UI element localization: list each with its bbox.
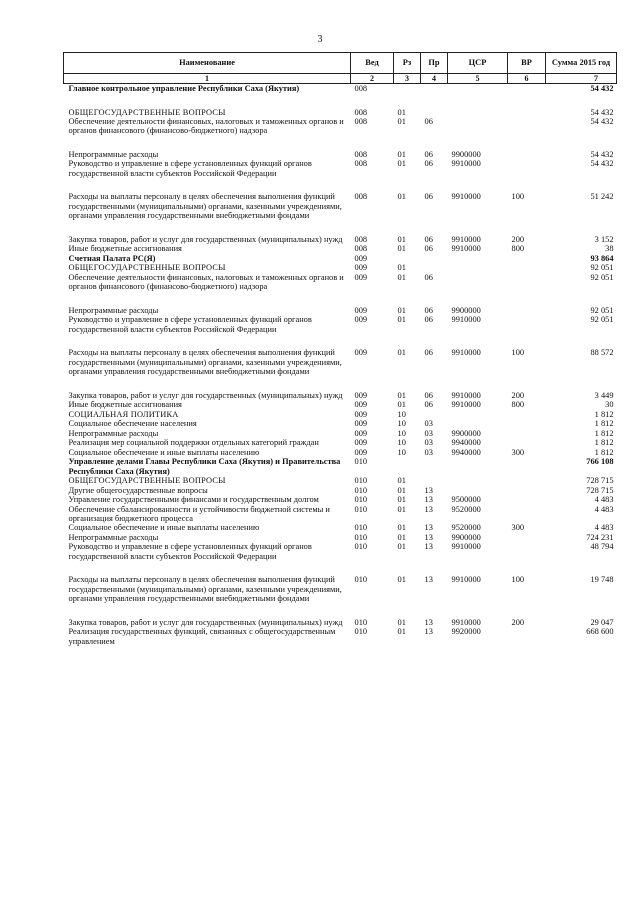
row-csr	[448, 273, 508, 292]
row-name: Другие общегосударственные вопросы	[68, 485, 208, 495]
row-name: Непрограммные расходы	[68, 428, 159, 438]
row-sum: 728 715	[586, 476, 614, 486]
row-ved: 010	[354, 575, 368, 585]
spacer-cell	[64, 377, 617, 391]
row-sum: 668 600	[586, 627, 614, 637]
row-sum: 54 432	[590, 149, 614, 159]
row-vr	[508, 108, 546, 117]
row-csr: 9940000	[451, 438, 481, 448]
table-row	[64, 429, 617, 438]
row-vr: 800	[511, 400, 525, 410]
row-pr: 13	[424, 485, 433, 495]
row-sum: 29 047	[590, 617, 614, 627]
row-vr: 300	[511, 523, 525, 533]
row-sum: 54 432	[590, 159, 614, 169]
row-rz: 01	[397, 542, 406, 552]
row-pr: 13	[424, 532, 433, 542]
column-number: 6	[508, 74, 546, 84]
table-row	[64, 486, 617, 495]
row-name: Расходы на выплаты персоналу в целях обеспечения выполнения функций государственными (муниципальными) органами, казенными учреждениями, органами управления государственными внебюджетными фондами	[68, 192, 342, 221]
row-sum: 4 483	[594, 504, 614, 514]
row-name: Управление государственными финансами и государственным долгом	[68, 495, 319, 505]
table-row	[64, 476, 617, 485]
row-ved: 010	[354, 495, 368, 505]
row-sum: 1 812	[594, 428, 614, 438]
row-rz: 01	[397, 504, 406, 514]
row-name: Обеспечение деятельности финансовых, налоговых и таможенных органов и органов финансового (финансово-бюджетного) надзора	[68, 272, 344, 292]
row-pr	[421, 108, 448, 117]
row-rz: 01	[397, 617, 406, 627]
column-header-vr: ВР	[508, 53, 546, 74]
row-sum: 92 051	[590, 263, 614, 273]
row-csr	[448, 84, 508, 94]
spacer-row	[64, 561, 617, 575]
row-pr: 06	[424, 234, 433, 244]
row-sum: 724 231	[586, 532, 614, 542]
row-pr: 06	[424, 117, 433, 126]
table-row	[64, 618, 617, 627]
page-number: 3	[317, 34, 323, 45]
row-rz	[394, 457, 421, 476]
table-body	[64, 84, 617, 647]
table-row	[64, 150, 617, 159]
row-rz: 10	[397, 438, 406, 448]
column-number: 3	[394, 74, 421, 84]
spacer-cell	[64, 334, 617, 348]
row-pr: 13	[424, 523, 433, 533]
row-name: Главное контрольное управление Республики Саха (Якутия)	[68, 84, 300, 94]
row-ved: 008	[354, 149, 368, 159]
row-name: Расходы на выплаты персоналу в целях обеспечения выполнения функций государственными (муниципальными) органами, казенными учреждениями, органами управления государственными внебюджетными фондами	[68, 348, 342, 377]
row-sum: 4 483	[594, 523, 614, 533]
row-pr	[421, 263, 448, 272]
row-ved: 010	[354, 523, 368, 533]
row-csr: 9500000	[451, 495, 481, 505]
row-rz: 10	[397, 428, 406, 438]
row-sum: 48 794	[590, 542, 614, 552]
row-ved: 009	[354, 305, 368, 315]
row-name: Иные бюджетные ассигнования	[68, 244, 182, 254]
row-csr: 9910000	[451, 234, 481, 244]
row-csr: 9910000	[451, 244, 481, 254]
row-pr: 03	[424, 438, 433, 448]
row-rz: 01	[397, 348, 406, 358]
spacer-cell	[64, 94, 617, 108]
header-row	[64, 53, 617, 74]
row-sum: 92 051	[590, 305, 614, 315]
row-csr	[448, 457, 508, 476]
row-vr	[508, 150, 546, 159]
row-pr: 13	[424, 504, 433, 514]
row-rz: 01	[397, 523, 406, 533]
row-ved: 008	[354, 159, 368, 169]
row-rz: 01	[397, 244, 406, 254]
column-header-pr: Пр	[421, 53, 448, 74]
row-pr: 06	[424, 192, 433, 202]
row-ved: 008	[354, 234, 368, 244]
row-rz: 01	[397, 575, 406, 585]
table-row	[64, 192, 617, 220]
table-row	[64, 315, 617, 334]
row-name: Непрограммные расходы	[68, 532, 159, 542]
row-pr	[421, 254, 448, 263]
row-csr: 9910000	[451, 390, 481, 400]
row-vr: 100	[511, 348, 525, 358]
row-pr: 06	[424, 390, 433, 400]
row-pr: 06	[424, 149, 433, 159]
table-row	[64, 108, 617, 117]
table-row	[64, 495, 617, 504]
row-name: СОЦИАЛЬНАЯ ПОЛИТИКА	[68, 409, 179, 419]
spacer-cell	[64, 292, 617, 306]
row-vr	[508, 476, 546, 485]
row-sum: 3 449	[594, 390, 614, 400]
row-csr	[448, 419, 508, 428]
row-sum: 54 432	[590, 117, 614, 126]
spacer-cell	[64, 178, 617, 192]
row-csr	[448, 254, 508, 263]
spacer-row	[64, 221, 617, 235]
row-vr	[508, 315, 546, 334]
column-number: 2	[351, 74, 394, 84]
row-vr	[508, 533, 546, 542]
row-csr: 9940000	[451, 447, 481, 457]
row-pr: 13	[424, 627, 433, 637]
row-csr: 9920000	[451, 627, 481, 637]
row-ved: 009	[354, 348, 368, 358]
row-sum: 92 051	[590, 315, 614, 325]
row-csr: 9910000	[451, 159, 481, 169]
row-name: Расходы на выплаты персоналу в целях обеспечения выполнения функций государственными (муниципальными) органами, казенными учреждениями, органами управления государственными внебюджетными фондами	[68, 575, 342, 604]
row-pr	[421, 476, 448, 485]
row-name: ОБЩЕГОСУДАРСТВЕННЫЕ ВОПРОСЫ	[68, 107, 226, 117]
row-csr: 9910000	[451, 192, 481, 202]
table-row	[64, 523, 617, 532]
table-row	[64, 448, 617, 457]
spacer-row	[64, 377, 617, 391]
table-row	[64, 457, 617, 476]
row-name: Реализация государственных функций, связанных с общегосударственным управлением	[68, 627, 336, 646]
row-csr: 9900000	[451, 305, 481, 315]
column-header-sum: Сумма 2015 год	[546, 53, 617, 74]
row-sum: 3 152	[594, 234, 614, 244]
row-pr: 03	[424, 419, 433, 429]
column-number: 7	[546, 74, 617, 84]
row-vr	[508, 84, 546, 94]
row-rz: 01	[397, 159, 406, 169]
row-name: Непрограммные расходы	[68, 305, 159, 315]
row-rz: 01	[397, 107, 406, 117]
row-vr	[508, 429, 546, 438]
row-ved: 010	[354, 542, 368, 552]
row-rz: 01	[397, 400, 406, 410]
table-row	[64, 348, 617, 376]
row-sum: 30	[605, 400, 614, 410]
table-row	[64, 627, 617, 646]
spacer-row	[64, 604, 617, 618]
row-name: Обеспечение деятельности финансовых, налоговых и таможенных органов и органов финансового (финансово-бюджетного) надзора	[68, 117, 344, 136]
row-csr: 9900000	[451, 149, 481, 159]
row-rz: 01	[397, 532, 406, 542]
row-pr: 06	[424, 305, 433, 315]
row-pr: 13	[424, 617, 433, 627]
row-name: Закупка товаров, работ и услуг для государственных (муниципальных) нужд	[68, 617, 343, 627]
row-csr: 9900000	[451, 532, 481, 542]
row-csr: 9910000	[451, 542, 481, 552]
table-row	[64, 419, 617, 428]
row-sum: 51 242	[590, 192, 614, 202]
row-csr	[448, 108, 508, 117]
row-name: Социальное обеспечение населения	[68, 419, 197, 429]
row-vr: 200	[511, 234, 525, 244]
spacer-cell	[64, 221, 617, 235]
row-rz: 01	[397, 315, 406, 325]
table-row	[64, 117, 617, 136]
row-vr	[508, 505, 546, 524]
row-vr	[508, 627, 546, 646]
row-csr: 9520000	[451, 504, 481, 514]
spacer-row	[64, 94, 617, 108]
row-vr	[508, 419, 546, 428]
row-vr	[508, 410, 546, 419]
row-pr: 06	[424, 400, 433, 410]
row-sum: 1 812	[594, 438, 614, 448]
row-vr	[508, 438, 546, 447]
row-sum: 1 812	[594, 447, 614, 457]
row-ved: 009	[354, 400, 368, 410]
row-pr	[421, 410, 448, 419]
row-rz: 01	[397, 149, 406, 159]
table-row	[64, 254, 617, 263]
row-name: Непрограммные расходы	[68, 149, 159, 159]
row-rz: 01	[397, 627, 406, 637]
row-name: Управление делами Главы Республики Саха (Якутия) и Правительства Республики Саха (Якутия)	[68, 457, 341, 476]
row-vr	[508, 263, 546, 272]
row-pr	[421, 84, 448, 94]
column-number-row	[64, 74, 617, 84]
column-header-name: Наименование	[64, 53, 351, 74]
column-number: 5	[448, 74, 508, 84]
row-name: Социальное обеспечение и иные выплаты населению	[68, 523, 260, 533]
row-pr: 03	[424, 447, 433, 457]
table-row	[64, 575, 617, 603]
column-header-csr: ЦСР	[448, 53, 508, 74]
column-header-ved: Вед	[351, 53, 394, 74]
row-ved: 009	[354, 447, 368, 457]
row-csr: 9910000	[451, 575, 481, 585]
row-csr	[448, 410, 508, 419]
row-ved: 008	[354, 192, 368, 202]
row-vr	[508, 495, 546, 504]
row-ved: 009	[354, 390, 368, 400]
row-sum: 19 748	[590, 575, 614, 585]
row-rz	[394, 254, 421, 263]
row-vr: 100	[511, 575, 525, 585]
row-ved: 009	[354, 263, 368, 273]
row-vr	[508, 486, 546, 495]
table-row	[64, 159, 617, 178]
table-row	[64, 263, 617, 272]
row-ved: 009	[354, 409, 368, 419]
row-csr	[448, 476, 508, 485]
table-row	[64, 273, 617, 292]
table-row	[64, 533, 617, 542]
row-name: Руководство и управление в сфере установленных функций органов государственной власти субъектов Российской Федерации	[68, 315, 312, 334]
spacer-row	[64, 292, 617, 306]
row-ved: 010	[354, 532, 368, 542]
row-csr: 9910000	[451, 348, 481, 358]
table-row	[64, 400, 617, 409]
row-rz: 01	[397, 495, 406, 505]
table-row	[64, 84, 617, 94]
row-sum: 38	[605, 244, 614, 254]
spacer-cell	[64, 136, 617, 150]
row-vr	[508, 542, 546, 561]
row-name: Закупка товаров, работ и услуг для государственных (муниципальных) нужд	[68, 390, 343, 400]
row-rz: 01	[397, 476, 406, 486]
column-header-rz: Рз	[394, 53, 421, 74]
table-row	[64, 391, 617, 400]
row-rz: 10	[397, 447, 406, 457]
row-rz: 01	[397, 305, 406, 315]
row-name: Иные бюджетные ассигнования	[68, 400, 182, 410]
row-name: Обеспечение сбалансированности и устойчивости бюджетной системы и организация бюджетного процесса	[68, 504, 330, 523]
row-rz: 01	[397, 117, 406, 126]
row-sum: 728 715	[586, 485, 614, 495]
row-vr: 300	[511, 447, 525, 457]
row-name: Социальное обеспечение и иные выплаты населению	[68, 447, 260, 457]
row-name: ОБЩЕГОСУДАРСТВЕННЫЕ ВОПРОСЫ	[68, 263, 226, 273]
row-pr: 13	[424, 575, 433, 585]
row-sum: 1 812	[594, 409, 614, 419]
row-csr	[448, 117, 508, 136]
row-sum: 54 432	[590, 84, 614, 94]
row-ved: 009	[354, 253, 368, 263]
row-ved: 010	[354, 476, 368, 486]
table-row	[64, 235, 617, 244]
row-ved: 010	[354, 504, 368, 514]
row-vr: 200	[511, 617, 525, 627]
row-ved: 009	[354, 428, 368, 438]
row-vr	[508, 306, 546, 315]
row-pr: 13	[424, 495, 433, 505]
row-pr: 06	[424, 159, 433, 169]
spacer-cell	[64, 561, 617, 575]
row-name: Реализация мер социальной поддержки отдельных категорий граждан	[68, 438, 319, 448]
row-sum: 766 108	[586, 457, 614, 467]
row-sum: 93 864	[590, 253, 614, 263]
row-vr	[508, 159, 546, 178]
spacer-row	[64, 178, 617, 192]
row-sum: 92 051	[590, 272, 614, 282]
row-pr	[421, 457, 448, 476]
row-pr: 06	[424, 244, 433, 254]
row-vr	[508, 273, 546, 292]
row-vr: 100	[511, 192, 525, 202]
row-ved: 008	[354, 107, 368, 117]
row-rz: 10	[397, 409, 406, 419]
row-name: Закупка товаров, работ и услуг для государственных (муниципальных) нужд	[68, 234, 343, 244]
row-vr	[508, 117, 546, 136]
row-ved: 009	[354, 419, 368, 429]
row-rz: 01	[397, 192, 406, 202]
row-ved: 010	[354, 617, 368, 627]
table-row	[64, 505, 617, 524]
row-pr: 03	[424, 428, 433, 438]
row-csr	[448, 486, 508, 495]
table-row	[64, 410, 617, 419]
row-ved: 010	[354, 627, 368, 637]
table-row	[64, 306, 617, 315]
row-rz: 01	[397, 234, 406, 244]
column-number: 4	[421, 74, 448, 84]
row-sum: 88 572	[590, 348, 614, 358]
row-ved: 009	[354, 272, 368, 282]
row-csr: 9910000	[451, 400, 481, 410]
row-sum: 54 432	[590, 107, 614, 117]
table-row	[64, 542, 617, 561]
row-name: Руководство и управление в сфере установленных функций органов государственной власти субъектов Российской Федерации	[68, 159, 312, 178]
table-row	[64, 244, 617, 253]
table-row	[64, 438, 617, 447]
row-csr: 9910000	[451, 315, 481, 325]
row-vr	[508, 254, 546, 263]
row-ved: 010	[354, 457, 368, 467]
row-ved: 008	[354, 84, 368, 94]
row-pr: 06	[424, 272, 433, 282]
row-rz	[394, 84, 421, 94]
row-rz: 10	[397, 419, 406, 429]
row-csr: 9910000	[451, 617, 481, 627]
row-pr: 06	[424, 315, 433, 325]
budget-table	[63, 52, 617, 646]
row-rz: 01	[397, 390, 406, 400]
row-rz: 01	[397, 263, 406, 273]
spacer-cell	[64, 604, 617, 618]
row-rz: 01	[397, 272, 406, 282]
row-ved: 008	[354, 117, 368, 126]
row-vr	[508, 457, 546, 476]
row-ved: 010	[354, 485, 368, 495]
row-csr: 9520000	[451, 523, 481, 533]
spacer-row	[64, 136, 617, 150]
row-name: Счетная Палата РС(Я)	[68, 253, 156, 263]
row-ved: 009	[354, 315, 368, 325]
spacer-row	[64, 334, 617, 348]
row-vr: 200	[511, 390, 525, 400]
row-sum: 4 483	[594, 495, 614, 505]
row-ved: 008	[354, 244, 368, 254]
row-name: ОБЩЕГОСУДАРСТВЕННЫЕ ВОПРОСЫ	[68, 476, 226, 486]
row-name: Руководство и управление в сфере установленных функций органов государственной власти субъектов Российской Федерации	[68, 542, 312, 561]
row-pr: 13	[424, 542, 433, 552]
row-csr: 9900000	[451, 428, 481, 438]
row-rz: 01	[397, 485, 406, 495]
row-pr: 06	[424, 348, 433, 358]
column-number: 1	[64, 74, 351, 84]
row-sum: 1 812	[594, 419, 614, 429]
row-csr	[448, 263, 508, 272]
row-ved: 009	[354, 438, 368, 448]
row-vr: 800	[511, 244, 525, 254]
